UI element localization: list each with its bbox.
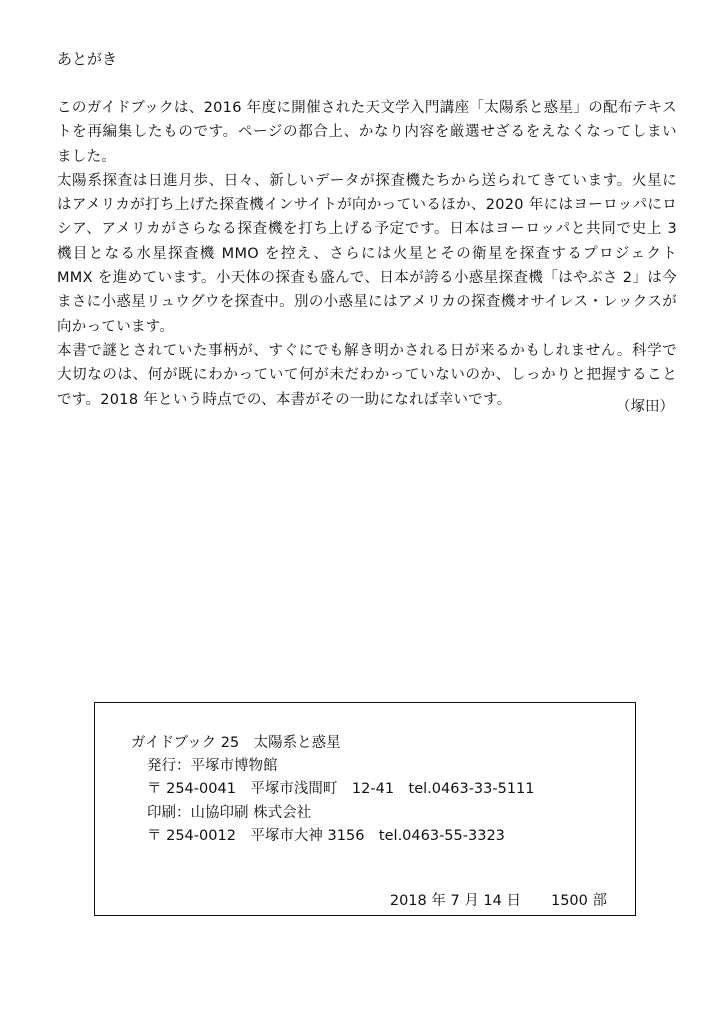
afterword-paragraph: 本書で謎とされていた事柄が、すぐにでも解き明かされる日が来るかもしれません。科学で大切なのは、何が既にわかっていて何が未だわかっていないのか、しっかりと把握することです。2018 年という時点での、本書がその一助になれば幸いです。 xyxy=(57,342,677,408)
colophon-date: 2018 年 7 月 14 日 xyxy=(389,893,521,909)
afterword-paragraph: 太陽系探査は日進月歩、日々、新しいデータが探査機たちから送られてきています。火星にはアメリカが打ち上げた探査機インサイトが向かっているほか、2020 年にはヨーロッパにロシア、アメリカがさらなる探査機を打ち上げる予定です。日本はヨーロッパと共同で史上 3 機目となる水星探査機 MMO を控え、さらには火星とその衛星を探査するプロジェクト MMX を進めています。小天体の探査も盛んで、日本が誇る小惑星探査機「はやぶさ 2」は今まさに小惑星リュウグウを探査中。別の小惑星にはアメリカの探査機オサイレス・レックスが向かっています。 xyxy=(57,172,677,335)
author-signature: （塚田） xyxy=(616,399,674,415)
colophon-publisher: 発行：平塚市博物館 xyxy=(147,758,278,774)
colophon-copies: 1500 部 xyxy=(550,893,607,909)
afterword-paragraph: このガイドブックは、2016 年度に開催された天文学入門講座「太陽系と惑星」の配布テキストを再編集したものです。ページの都合上、かなり内容を厳選せざるをえなくなってしまいました。 xyxy=(57,100,677,165)
colophon-publisher-address: 〒 254-0041 平塚市浅間町 12-41 tel.0463-33-5111 xyxy=(147,781,535,797)
colophon-title: ガイドブック 25 太陽系と惑星 xyxy=(131,735,341,751)
afterword-heading: あとがき xyxy=(57,50,118,68)
afterword-body xyxy=(57,96,677,412)
colophon-box xyxy=(94,702,636,916)
colophon-printer-address: 〒 254-0012 平塚市大神 3156 tel.0463-55-3323 xyxy=(147,828,505,844)
colophon-issue-line xyxy=(371,871,607,931)
colophon-printer: 印刷：山協印刷 株式会社 xyxy=(147,805,312,821)
